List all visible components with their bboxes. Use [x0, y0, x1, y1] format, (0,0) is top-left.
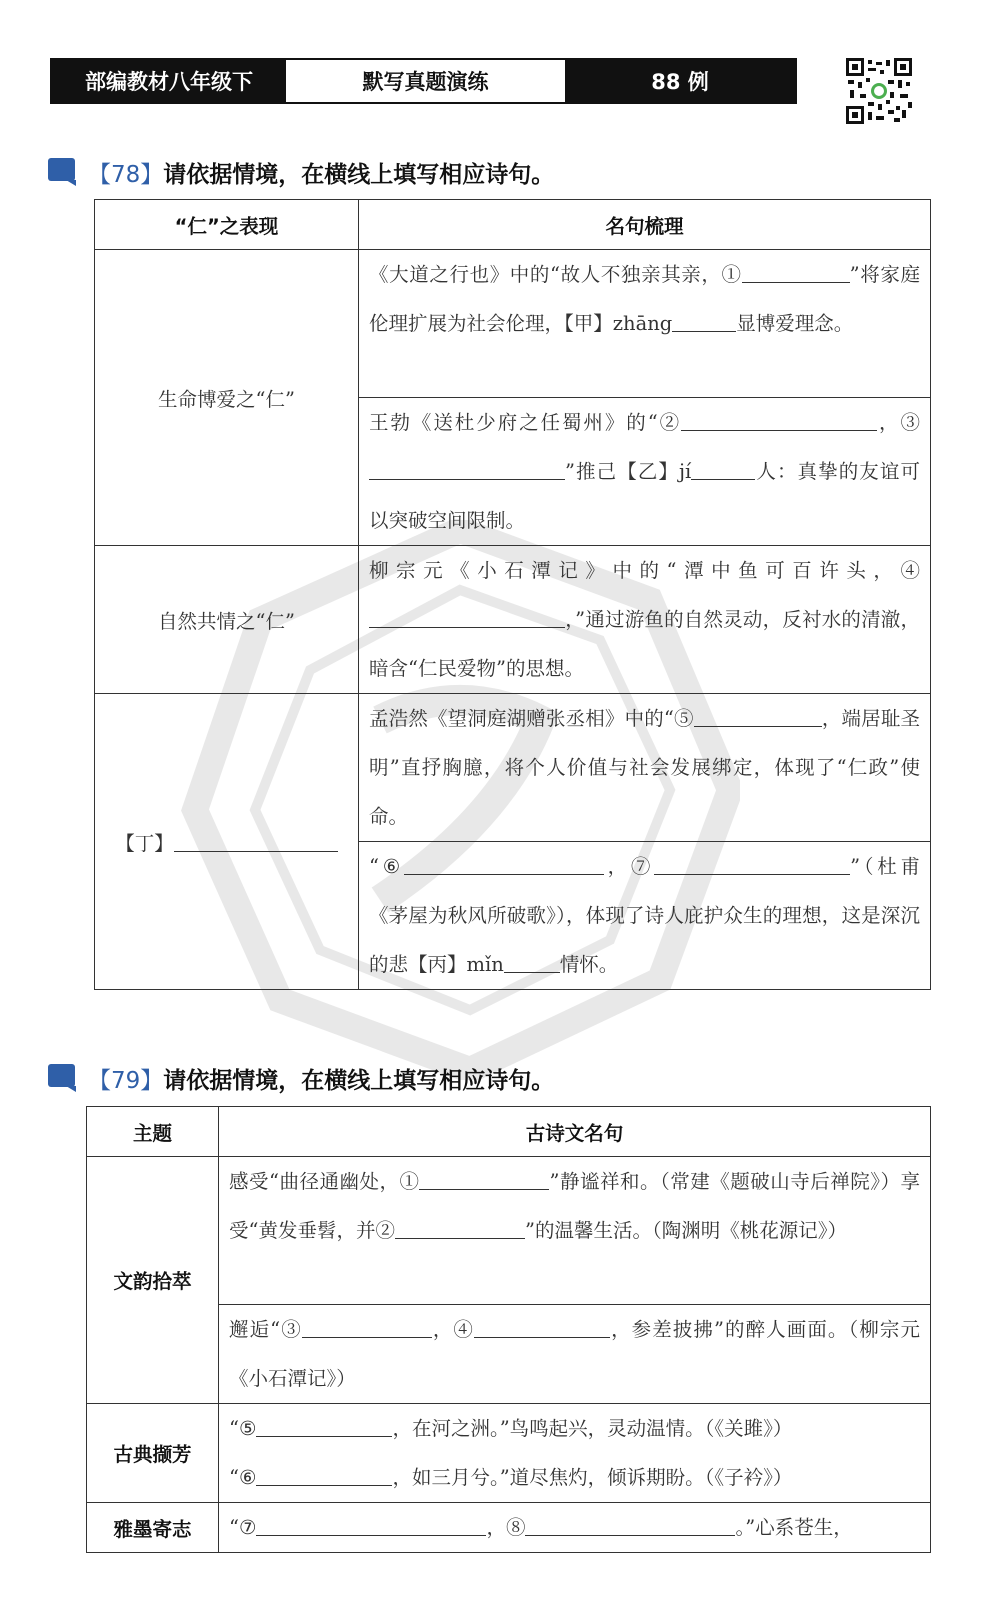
question-number: 【78】 — [88, 161, 164, 188]
question-prompt: 请依据情境，在横线上填写相应诗句。 — [163, 161, 555, 188]
answer-blank[interactable] — [742, 263, 850, 284]
answer-blank[interactable] — [672, 312, 736, 333]
table-cell: 柳宗元《小石潭记》中的“潭中鱼可百许头，④，”通过游鱼的自然灵动，反衬水的清澈，暗含“仁民爱物”的思想。 — [359, 546, 931, 694]
row-label: 【丁】 — [95, 694, 359, 990]
row-label: 雅墨寄志 — [87, 1503, 219, 1553]
question-79-title — [48, 1058, 554, 1098]
row-label: 自然共情之“仁” — [95, 546, 359, 694]
table-cell: 孟浩然《望洞庭湖赠张丞相》中的“⑤ ，端居耻圣明”直抒胸臆，将个人价值与社会发展绑定，体现了“仁政”使命。 — [359, 694, 931, 842]
column-header: 古诗文名句 — [219, 1107, 931, 1157]
answer-blank[interactable] — [694, 707, 822, 728]
answer-blank[interactable] — [256, 1516, 486, 1537]
column-header: 主题 — [87, 1107, 219, 1157]
question-78-title — [48, 152, 554, 192]
column-header: 名句梳理 — [359, 200, 931, 250]
answer-blank[interactable] — [256, 1417, 392, 1438]
header-grade: 部编教材八年级下 — [52, 60, 286, 102]
answer-blank[interactable] — [174, 831, 338, 852]
answer-blank[interactable] — [681, 411, 877, 432]
answer-blank[interactable] — [404, 855, 604, 876]
header-count: 88 例 — [565, 60, 795, 102]
answer-blank[interactable] — [395, 1219, 525, 1240]
answer-blank[interactable] — [474, 1318, 610, 1339]
answer-blank[interactable] — [256, 1466, 392, 1487]
column-header: “仁”之表现 — [95, 200, 359, 250]
question-number: 【79】 — [88, 1067, 164, 1094]
table-cell: 王勃《送杜少府之任蜀州》的“② ，③”推己【乙】jí 人：真挚的友谊可以突破空间限制。 — [359, 398, 931, 546]
answer-blank[interactable] — [302, 1318, 432, 1339]
table-cell: 感受“曲径通幽处，① ”静谧祥和。（常建《题破山寺后禅院》）享受“黄发垂髫，并② ”的温馨生活。（陶渊明《桃花源记》） — [219, 1157, 931, 1305]
question-prompt: 请依据情境，在横线上填写相应诗句。 — [163, 1067, 555, 1094]
answer-blank[interactable] — [691, 460, 755, 481]
qr-code-icon — [846, 58, 912, 124]
header-title: 默写真题演练 — [286, 60, 565, 102]
row-label: 生命博爱之“仁” — [95, 250, 359, 546]
table-cell: “⑤ ，在河之洲。”鸟鸣起兴，灵动温情。（《关雎》） “⑥ ，如三月兮。”道尽焦灼，倾诉期盼。（《子衿》） — [219, 1404, 931, 1503]
table-79 — [86, 1106, 931, 1553]
answer-blank[interactable] — [419, 1170, 549, 1191]
table-cell: “⑥ ，⑦ ”（杜甫《茅屋为秋风所破歌》），体现了诗人庇护众生的理想，这是深沉的悲【丙】mǐn 情怀。 — [359, 842, 931, 990]
table-cell: 邂逅“③ ，④ ，参差披拂”的醉人画面。（柳宗元《小石潭记》） — [219, 1305, 931, 1404]
bookmark-icon — [48, 1064, 78, 1092]
page-header — [50, 58, 797, 104]
answer-blank[interactable] — [654, 855, 850, 876]
row-label: 古典撷芳 — [87, 1404, 219, 1503]
table-cell: 《大道之行也》中的“故人不独亲其亲，① ”将家庭伦理扩展为社会伦理，【甲】zhāng 显博爱理念。 — [359, 250, 931, 398]
table-cell: “⑦ ，⑧ 。”心系苍生， — [219, 1503, 931, 1553]
bookmark-icon — [48, 158, 78, 186]
answer-blank[interactable] — [504, 953, 560, 974]
answer-blank[interactable] — [525, 1516, 735, 1537]
table-78 — [94, 199, 931, 990]
answer-blank[interactable] — [369, 460, 565, 481]
answer-blank[interactable] — [369, 608, 565, 629]
row-label: 文韵拾萃 — [87, 1157, 219, 1404]
